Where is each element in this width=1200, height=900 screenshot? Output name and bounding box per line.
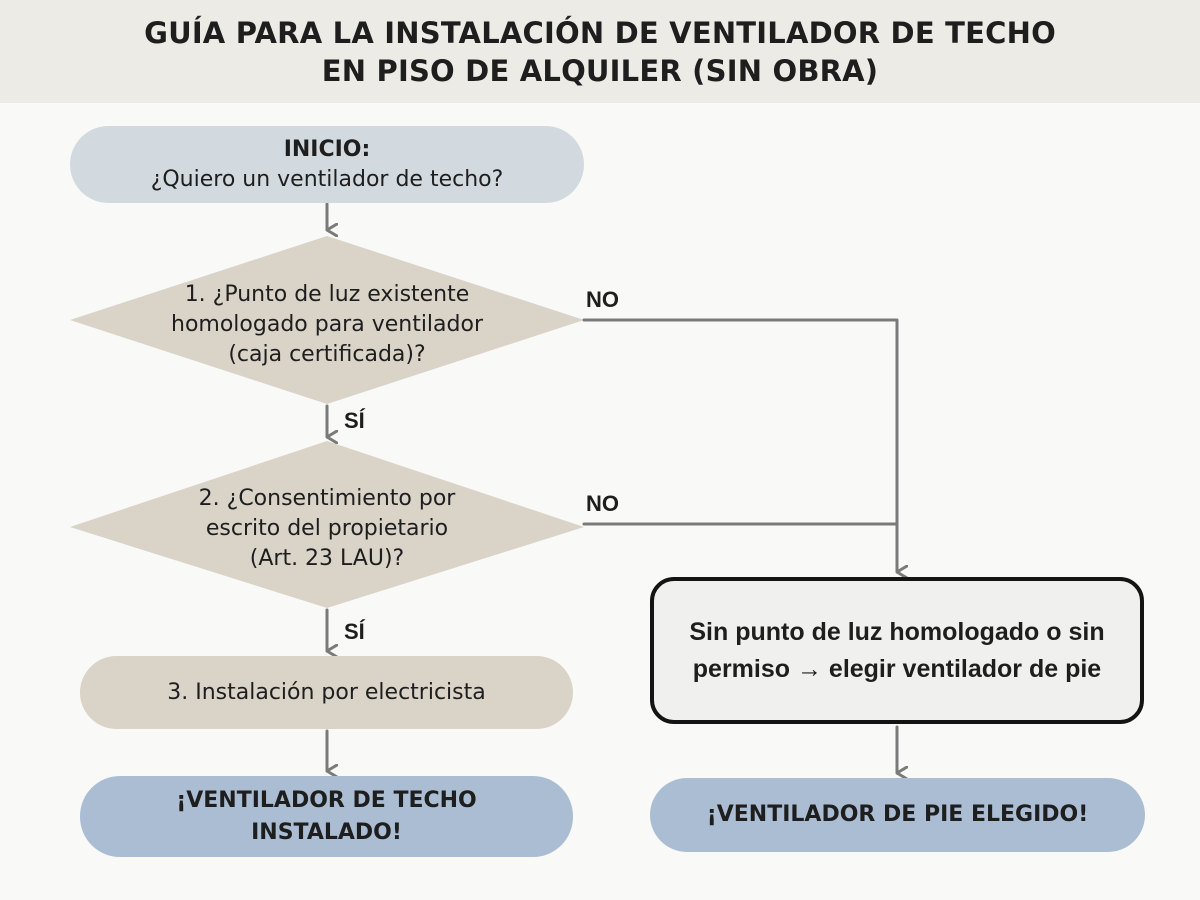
end-floor-label: ¡VENTILADOR DE PIE ELEGIDO! [706, 802, 1089, 827]
decision-1-text [110, 280, 544, 370]
decision-2-line-2: escrito del propietario [205, 516, 449, 541]
decision-2-line-3: (Art. 23 LAU)? [249, 546, 405, 571]
decision-1-line-1: 1. ¿Punto de luz existente [184, 282, 470, 307]
end-ceiling-line-2: INSTALADO! [251, 819, 402, 845]
alternative-node [650, 577, 1144, 724]
title-line-2: EN PISO DE ALQUILER (SIN OBRA) [321, 53, 879, 88]
decision-1-line-2: homologado para ventilador [171, 312, 483, 337]
alternative-line-2: permiso → elegir ventilador de pie [692, 654, 1102, 683]
decision-2-yes-label: SÍ [344, 619, 365, 644]
end-ceiling-line-1: ¡VENTILADOR DE TECHO [176, 787, 477, 813]
decision-2-line-1: 2. ¿Consentimiento por [198, 486, 456, 511]
decision-1-line-3: (caja certificada)? [228, 342, 426, 367]
decision-2-no-label: NO [586, 491, 619, 516]
decision-1-yes-label: SÍ [344, 408, 365, 433]
start-node [70, 126, 584, 203]
start-question: ¿Quiero un ventilador de techo? [150, 166, 504, 192]
connector-decision-1-no [584, 320, 897, 572]
end-floor-node [650, 778, 1145, 852]
alternative-line-1: Sin punto de luz homologado o sin [689, 617, 1105, 646]
step-3-label: 3. Instalación por electricista [167, 680, 486, 705]
decision-1-no-label: NO [586, 287, 619, 312]
title-line-1: GUÍA PARA LA INSTALACIÓN DE VENTILADOR DE TECHO [144, 15, 1056, 50]
decision-2-text [110, 484, 544, 574]
end-ceiling-node [80, 776, 573, 857]
step-3-node [80, 656, 573, 729]
start-label: INICIO: [283, 136, 371, 162]
